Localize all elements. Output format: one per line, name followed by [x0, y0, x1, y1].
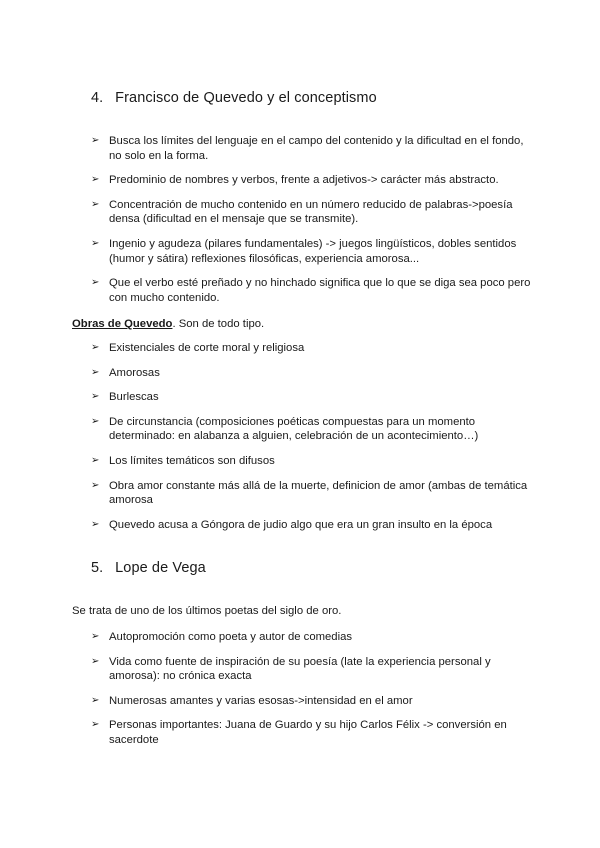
arrow-bullet-icon: ➢ [91, 479, 100, 491]
list-item: ➢ Busca los límites del lenguaje en el campo del contenido y la dificultad en el fondo, no solo en la forma. [91, 135, 524, 162]
arrow-bullet-icon: ➢ [91, 694, 100, 706]
list-item: ➢ Existenciales de corte moral y religiosa [91, 342, 305, 354]
section-5-heading [91, 560, 206, 576]
list-item: ➢ Ingenio y agudeza (pilares fundamentales) -> juegos lingüísticos, dobles sentidos (humor y sátira) reflexiones filosóficas, experiencia amorosa... [91, 237, 517, 265]
arrow-bullet-icon: ➢ [91, 391, 100, 403]
obras-paragraph [72, 317, 264, 332]
arrow-bullet-icon: ➢ [91, 237, 100, 249]
arrow-bullet-icon: ➢ [91, 277, 100, 289]
arrow-bullet-icon: ➢ [91, 342, 100, 353]
list-item: ➢ Autopromoción como poeta y autor de comedias [91, 631, 353, 643]
list-item: ➢ Quevedo acusa a Góngora de judio algo que era un gran insulto en la época [91, 518, 493, 531]
section-5-intro: Se trata de uno de los últimos poetas del siglo de oro. [72, 605, 342, 617]
list-item: ➢ Numerosas amantes y varias esosas->intensidad en el amor [91, 694, 413, 707]
obras-label: Obras de Quevedo [72, 318, 173, 330]
list-item: ➢ Burlescas [91, 391, 159, 404]
arrow-bullet-icon: ➢ [91, 174, 100, 186]
section-4-number: 4. [91, 90, 104, 106]
section-5-number: 5. [91, 560, 104, 576]
section-5-title: Lope de Vega [115, 560, 206, 576]
list-item: ➢ Predominio de nombres y verbos, frente a adjetivos-> carácter más abstracto. [91, 174, 499, 187]
list-item: ➢ Concentración de mucho contenido en un número reducido de palabras->poesía densa (dificultad en el mensaje que se transmite). [91, 198, 513, 226]
section-4-heading [91, 90, 377, 106]
arrow-bullet-icon: ➢ [91, 415, 100, 427]
arrow-bullet-icon: ➢ [91, 631, 100, 642]
list-item: ➢ Personas importantes: Juana de Guardo y su hijo Carlos Félix -> conversión en sacerdote [91, 719, 507, 746]
arrow-bullet-icon: ➢ [91, 719, 100, 731]
list-item: ➢ Que el verbo esté preñado y no hinchado significa que lo que se diga sea poco pero con mucho contenido. [91, 277, 531, 304]
obras-bullet-list [91, 341, 531, 532]
arrow-bullet-icon: ➢ [91, 454, 100, 466]
obras-rest: . Son de todo tipo. [172, 318, 265, 330]
arrow-bullet-icon: ➢ [91, 518, 100, 530]
arrow-bullet-icon: ➢ [91, 655, 100, 667]
arrow-bullet-icon: ➢ [91, 366, 100, 378]
section-4-title: Francisco de Quevedo y el conceptismo [115, 90, 377, 106]
section-5-bullet-list [91, 630, 531, 748]
arrow-bullet-icon: ➢ [91, 198, 100, 210]
list-item: ➢ Vida como fuente de inspiración de su poesía (late la experiencia personal y amorosa): no crónica exacta [91, 655, 491, 683]
arrow-bullet-icon: ➢ [91, 135, 100, 146]
list-item: ➢ Obra amor constante más allá de la muerte, definicion de amor (ambas de temática amorosa [91, 479, 528, 507]
section-4-bullet-list [91, 134, 531, 305]
list-item: ➢ Los límites temáticos son difusos [91, 454, 275, 467]
list-item: ➢ De circunstancia (composiciones poéticas compuestas para un momento determinado: en alabanza a alguien, celebración de un acontecimiento…) [91, 415, 479, 443]
list-item: ➢ Amorosas [91, 366, 160, 379]
